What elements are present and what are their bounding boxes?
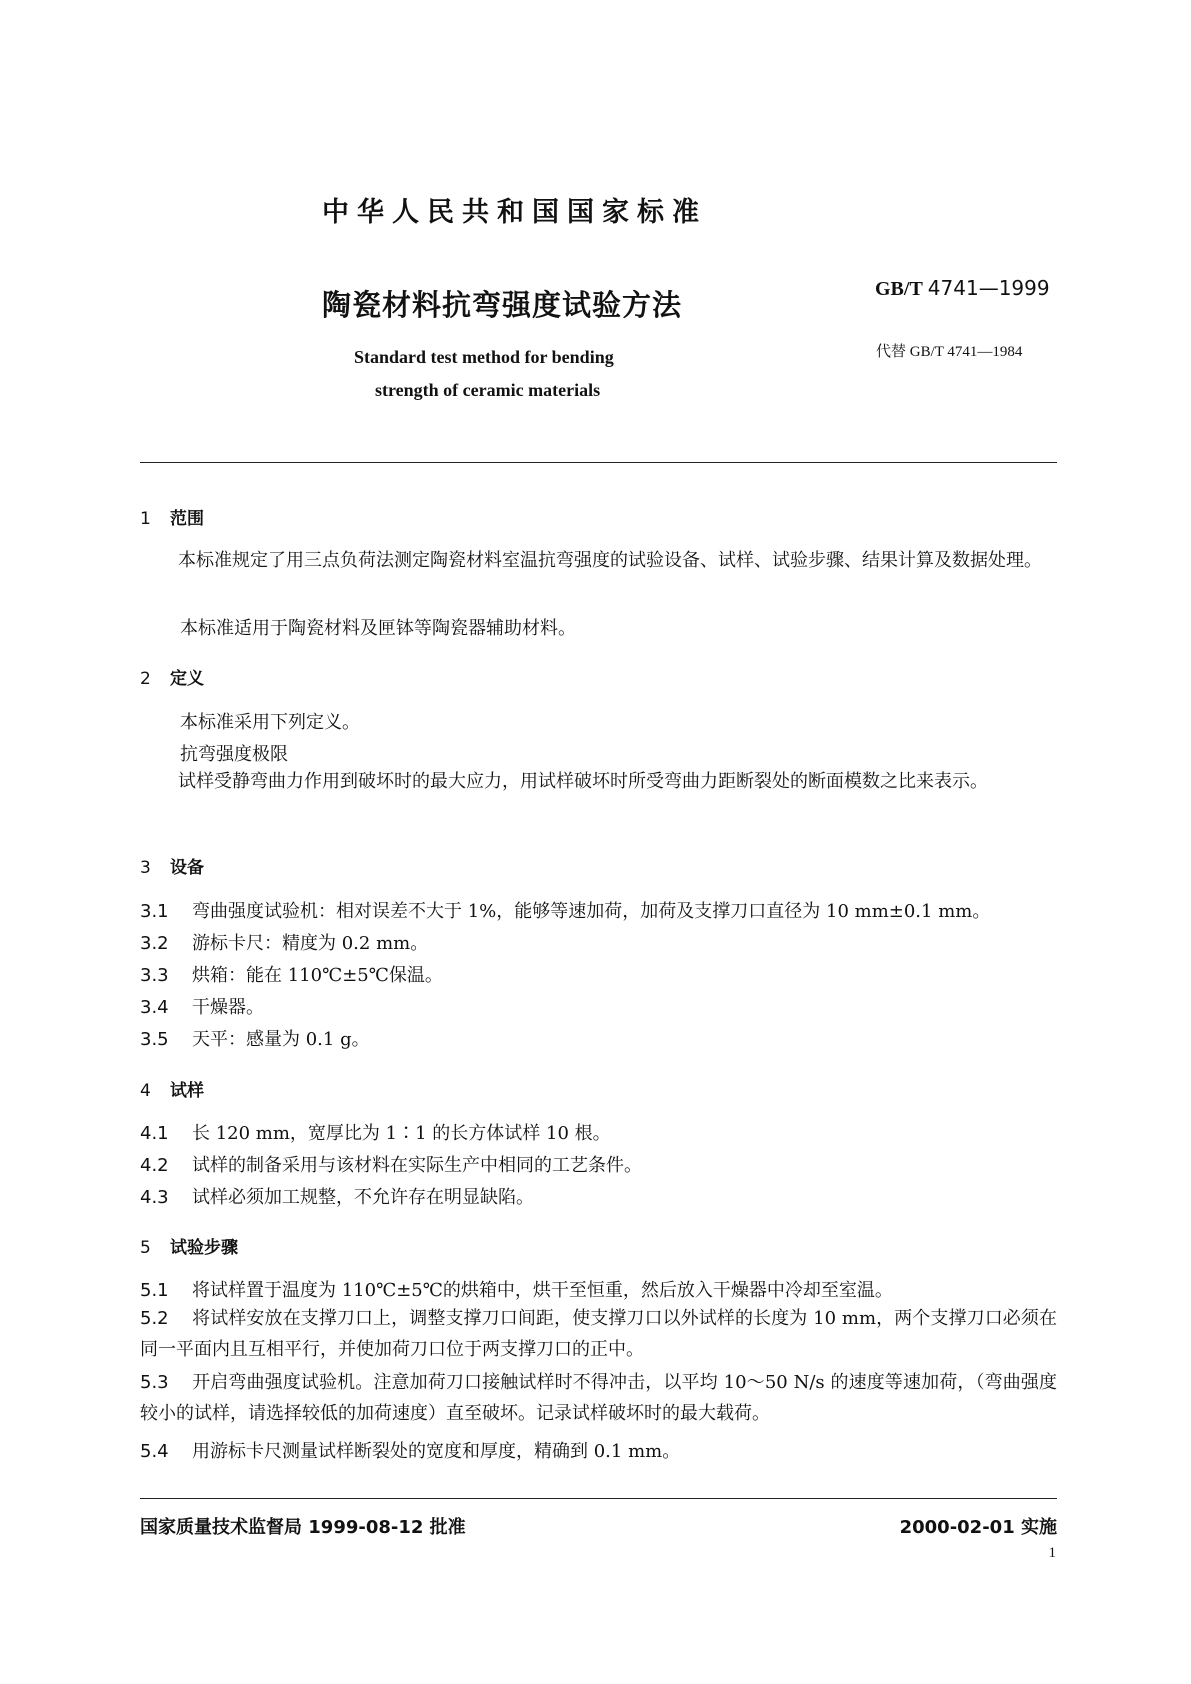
clause-5-2 [140, 1303, 1057, 1365]
clause-number: 3.3 [140, 965, 169, 986]
section-5-heading [140, 1233, 238, 1258]
clause-5-1 [140, 1276, 893, 1302]
clause-text: 开启弯曲强度试验机。注意加荷刀口接触试样时不得冲击，以平均 10～50 N/s 的速度等速加荷，（弯曲强度较小的试样，请选择较低的加荷速度）直至破坏。记录试样破坏时的最大载荷。 [140, 1372, 1057, 1424]
clause-text: 烘箱：能在 110℃±5℃保温。 [192, 965, 443, 986]
footer-divider [140, 1498, 1057, 1499]
clause-number: 4.3 [140, 1187, 169, 1208]
clause-3-5 [140, 1025, 370, 1051]
clause-number: 3.2 [140, 933, 169, 954]
clause-number: 3.4 [140, 997, 169, 1018]
clause-text: 干燥器。 [192, 997, 264, 1018]
replaces-standard: 代替 GB/T 4741—1984 [876, 344, 1023, 360]
section-title: 定义 [170, 669, 204, 689]
clause-number: 5.1 [140, 1280, 169, 1301]
clause-number: 3.1 [140, 901, 169, 922]
national-standard-heading: 中华人民共和国国家标准 [322, 197, 707, 228]
english-title-line-1: Standard test method for bending [354, 347, 614, 367]
section-1-paragraph-2: 本标准适用于陶瓷材料及匣钵等陶瓷器辅助材料。 [180, 618, 576, 639]
section-1-paragraph-1: 本标准规定了用三点负荷法测定陶瓷材料室温抗弯强度的试验设备、试样、试验步骤、结果计算及数据处理。 [178, 550, 1042, 571]
clause-text: 试样必须加工规整，不允许存在明显缺陷。 [192, 1187, 534, 1208]
clause-number: 5.3 [140, 1372, 169, 1393]
section-2-paragraph-1: 本标准采用下列定义。 [180, 712, 360, 733]
clause-4-3 [140, 1183, 534, 1209]
clause-4-2 [140, 1151, 642, 1177]
section-title: 设备 [170, 858, 204, 878]
implementation-date: 2000-02-01 实施 [899, 1517, 1057, 1538]
english-title-line-2: strength of ceramic materials [375, 380, 601, 400]
clause-number: 5.2 [140, 1308, 169, 1329]
clause-number: 4.2 [140, 1155, 169, 1176]
clause-text: 用游标卡尺测量试样断裂处的宽度和厚度，精确到 0.1 mm。 [192, 1441, 681, 1462]
standard-code [875, 276, 1050, 301]
clause-5-3 [140, 1367, 1057, 1429]
clause-3-3 [140, 961, 443, 987]
section-number: 1 [140, 509, 151, 529]
section-2-term: 抗弯强度极限 [180, 744, 288, 765]
section-2-definition: 试样受静弯曲力作用到破坏时的最大应力，用试样破坏时所受弯曲力距断裂处的断面模数之比来表示。 [178, 771, 988, 792]
clause-3-2 [140, 929, 428, 955]
approval-date: 国家质量技术监督局 1999-08-12 批准 [140, 1517, 466, 1538]
section-number: 4 [140, 1081, 151, 1101]
section-number: 5 [140, 1238, 151, 1258]
clause-text: 试样的制备采用与该材料在实际生产中相同的工艺条件。 [192, 1155, 642, 1176]
section-2-heading [140, 664, 204, 689]
section-number: 2 [140, 669, 151, 689]
header-divider [140, 462, 1057, 463]
clause-4-1 [140, 1119, 611, 1145]
standard-code-prefix: GB/T [875, 278, 923, 300]
page-number: 1 [1048, 1545, 1056, 1561]
section-title: 试验步骤 [170, 1238, 238, 1258]
section-1-heading [140, 504, 204, 529]
section-title: 范围 [170, 509, 204, 529]
clause-text: 将试样置于温度为 110℃±5℃的烘箱中，烘干至恒重，然后放入干燥器中冷却至室温。 [192, 1280, 893, 1301]
clause-3-4 [140, 993, 264, 1019]
clause-number: 4.1 [140, 1123, 169, 1144]
clause-5-4 [140, 1437, 680, 1463]
standard-code-number: 4741—1999 [927, 276, 1050, 300]
clause-3-1 [140, 897, 990, 923]
section-title: 试样 [170, 1081, 204, 1101]
section-3-heading [140, 853, 204, 878]
document-title: 陶瓷材料抗弯强度试验方法 [322, 288, 683, 322]
section-number: 3 [140, 858, 151, 878]
clause-number: 5.4 [140, 1441, 169, 1462]
clause-text: 长 120 mm，宽厚比为 1∶1 的长方体试样 10 根。 [192, 1123, 611, 1144]
clause-text: 游标卡尺：精度为 0.2 mm。 [192, 933, 429, 954]
clause-text: 弯曲强度试验机：相对误差不大于 1%，能够等速加荷，加荷及支撑刀口直径为 10 mm±0.1 mm。 [192, 901, 991, 922]
section-4-heading [140, 1076, 204, 1101]
clause-number: 3.5 [140, 1029, 169, 1050]
clause-text: 天平：感量为 0.1 g。 [192, 1029, 370, 1050]
clause-text: 将试样安放在支撑刀口上，调整支撑刀口间距，使支撑刀口以外试样的长度为 10 mm，两个支撑刀口必须在同一平面内且互相平行，并使加荷刀口位于两支撑刀口的正中。 [140, 1308, 1057, 1360]
